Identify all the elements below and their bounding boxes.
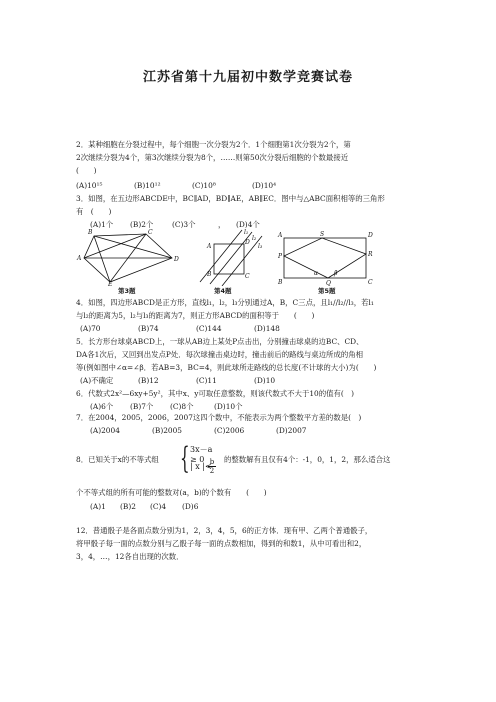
q7-option-c: (C)2006 [214,426,245,435]
fig4-label-l3: l₃ [258,243,263,250]
q8-fraction-denominator: 2 [209,467,215,475]
q3-option-a: (A)1个 [90,220,114,229]
figure-5-caption: 第5题 [318,287,336,295]
fig5-label-r: R [368,251,373,258]
q2-line2: 2次继续分裂为4个，第3次继续分裂为8个，……则第50次分裂后细胞的个数最接近 [76,153,349,162]
q4-option-c: (C)144 [196,324,222,333]
q7-option-b: (B)2005 [152,426,183,435]
q3-option-c: (C)3个 [172,220,196,229]
q7-line: 7．在2004，2005，2006，2007这四个数中，不能表示为两个整数平方差的数是( ) [76,413,362,422]
q7-options [90,426,307,436]
q8-options [90,502,198,512]
q2-line3: ( ) [76,166,97,175]
q4-option-b: (B)74 [138,324,159,333]
q2-options [76,181,276,191]
fig4-label-l2: l₂ [252,235,257,242]
q6-option-a: (A)6个 [90,402,114,411]
q2-option-c: (C)10⁸ [192,181,216,190]
q12-line2: 将甲骰子每一面的点数分别与乙骰子每一面的点数相加，得到的和数1，从中可看出和2， [76,539,367,548]
fig3-label-d: D [174,256,179,263]
figure-4-square [196,228,266,286]
q3-option-d: (D)4个 [236,220,260,229]
fig5-label-a: A [278,232,283,239]
fig3-label-b: B [88,229,93,236]
q6-option-c: (C)8个 [170,402,194,411]
q6-line: 6．代数式2x²—6xy+5y²，其中x、y可取任意整数，则该代数式不大于10的值有( ) [76,389,355,398]
q6-option-b: (B)7个 [130,402,154,411]
q8-line1-end: 的整数解有且仅有4个：-1，0，1，2，那么适合这 [224,455,391,464]
fig4-label-l1: l₁ [244,229,249,236]
fig3-label-c: C [148,229,153,236]
fig5-label-p: P [278,253,283,260]
q8-option-c: (C)4 [150,502,167,511]
q2-option-d: (D)10⁴ [252,181,277,190]
fig3-label-a: A [77,255,82,262]
q4-line2: 与l₂的距离为5，l₂与l₃的距离为7，则正方形ABCD的面积等于 ( ) [76,311,315,320]
figure-3-pentagon [76,228,186,286]
figure-3-caption: 第3题 [118,287,136,295]
figure-5-billiard [276,230,376,286]
q4-line1: 4．如图，四边形ABCD是正方形，直线l₁，l₂，l₃分别通过A，B，C三点，且l₁//l₂//l₃，若l₁ [76,298,374,307]
fig5-label-q: Q [326,280,331,286]
q5-option-d: (D)10 [254,376,276,385]
q2-line1: 2．某种细胞在分裂过程中，每个细胞一次分裂为2个．1个细胞第1次分裂为2个，第 [76,140,351,149]
q7-option-d: (D)2007 [276,426,307,435]
q4-options [80,324,280,334]
q5-line1: 5．长方形台球桌ABCD上，一球从AB边上某处P点击出，分别撞击球桌的边BC、CD、 [76,337,364,346]
fig3-label-e: E [108,281,113,286]
fig4-label-a: A [207,243,212,250]
q8-line1-start: 8．已知关于x的不等式组 [76,455,159,464]
q5-line3: 等(例如图中∠α=∠β．若AB=3，BC=4，则此球所走路线的总长度(不计球的大小)为( ) [76,363,377,372]
q8-inequality-system [180,442,220,478]
fig5-label-c: C [368,279,373,286]
q3-line2: 有 ( ) [76,207,112,216]
fig5-label-d: D [368,232,373,239]
q8-inequality-1: 3x－a ≥ 0 [190,445,213,464]
q12-line1: 12．普通骰子是各面点数分别为1，2，3，4，5，6的正方体．现有甲、乙两个普通骰子， [76,526,373,535]
fig5-label-s: S [320,231,325,238]
fig4-label-c: C [245,273,250,280]
fig5-label-beta: β [334,270,338,277]
q3-comma: ， [218,220,226,229]
q12-line3: 3，4，…，12各自出现的次数． [76,552,184,561]
q5-option-a: (A)不确定 [80,376,114,385]
q5-option-b: (B)12 [138,376,159,385]
fig4-label-b: B [207,271,212,278]
fig4-label-d: D [245,239,250,246]
fig5-label-alpha: α [314,270,319,277]
q8-brace: { [180,441,190,476]
q5-options [80,376,275,386]
q8-option-a: (A)1 [90,502,106,511]
q2-option-b: (B)10¹² [134,181,161,190]
q8-option-b: (B)2 [120,502,136,511]
q2-option-a: (A)10¹⁵ [76,181,103,190]
q8-fraction [208,458,216,475]
q6-options [90,402,243,412]
q3-option-b: (B)2个 [130,220,154,229]
fig5-label-b: B [278,279,283,286]
q8-inequality-2: | x |< [190,462,212,471]
q5-option-c: (C)11 [196,376,217,385]
q6-option-d: (D)10个 [214,402,243,411]
figure-4-caption: 第4题 [214,287,232,295]
q4-option-d: (D)148 [254,324,280,333]
q5-line2: DA各1次后，又回到出发点P处．每次球撞击桌边时，撞击前后的路线与桌边所成的角相 [76,350,364,359]
q8-fraction-numerator: b [209,458,215,466]
q8-line2: 个不等式组的所有可能的整数对(a，b)的个数有 ( ) [76,488,267,497]
q7-option-a: (A)2004 [90,426,120,435]
page-title: 江苏省第十九届初中数学竞赛试卷 [142,70,353,85]
q8-option-d: (D)6 [182,502,199,511]
q3-line1: 3．如图，在五边形ABCDE中，BC∥AD，BD∥AE，AB∥EC．图中与△ABC面积相等的三角形 [76,194,385,203]
q4-option-a: (A)70 [80,324,101,333]
